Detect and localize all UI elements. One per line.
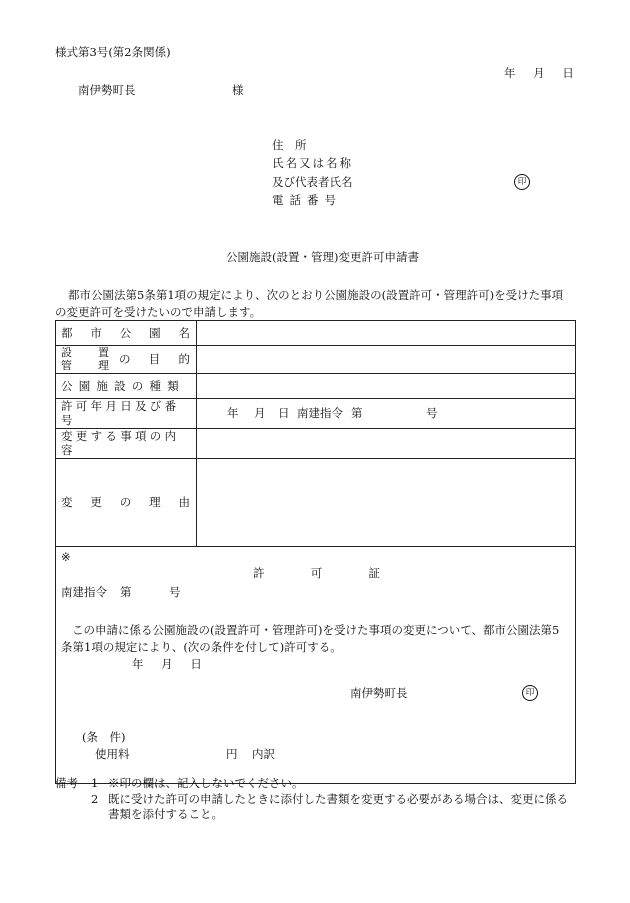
official-use-mark: ※ — [61, 549, 71, 564]
purpose-c1: 目 — [148, 352, 161, 367]
park-name-c2: 市 — [90, 325, 102, 340]
park-name-c1: 都 — [61, 325, 73, 340]
row-permit-section — [56, 546, 576, 783]
change-reason-label — [56, 495, 196, 509]
permit-heading-c3: 証 — [368, 565, 380, 580]
note-1-num: 1 — [91, 776, 99, 790]
intro-line-1: 都市公園法第5条第1項の規定により、次のとおり公園施設の(設置許可・管理許可)を受けた事項 — [68, 288, 564, 302]
applicant-address-label: 住 所 — [272, 138, 307, 152]
permit-heading-c2: 可 — [310, 565, 323, 580]
reason-c3: の — [119, 494, 132, 509]
applicant-seal: 印 — [514, 174, 530, 190]
notes-label: 備考 — [55, 776, 78, 790]
row-facility-type — [56, 374, 576, 399]
note-2-text-cont: 書類を添付すること。 — [108, 807, 223, 821]
purpose-top-a: 設 — [61, 346, 72, 359]
reason-c4: 理 — [149, 494, 161, 509]
date-line — [504, 66, 574, 80]
permit-heading-c1: 許 — [253, 565, 265, 580]
applicant-representative-label: 及び代表者氏名 — [272, 175, 353, 189]
note-2-text: 既に受けた許可の申請したときに添付した書類を変更する必要がある場合は、変更に係る — [108, 792, 568, 806]
permit-year: 年 — [227, 406, 239, 421]
facility-type-label: 公園施設の種類 — [61, 378, 185, 393]
permit-day: 日 — [278, 406, 290, 421]
permit-ref: 南建指令 — [297, 406, 343, 421]
permit-month: 月 — [254, 406, 266, 421]
conditions-label: (条 件) — [82, 729, 126, 744]
date-day: 日 — [562, 66, 574, 80]
note-1-text: ※印の欄は、記入しないでください。 — [108, 776, 304, 790]
reason-c5: 由 — [178, 494, 190, 509]
permit-ref-dai: 第 — [120, 584, 132, 599]
document-title: 公園施設(設置・管理)変更許可申請書 — [226, 250, 419, 264]
permit-ref-go: 号 — [169, 584, 181, 599]
row-permit-date — [56, 399, 576, 429]
permit-go: 号 — [426, 406, 438, 421]
date-month: 月 — [533, 66, 545, 80]
purpose-bottom-b: 理 — [98, 358, 109, 372]
fee-label: 使用料 — [95, 746, 130, 761]
fee-yen: 円 — [226, 746, 238, 761]
change-items-field[interactable] — [197, 428, 576, 458]
change-items-label: 変更する事項の内容 — [61, 428, 180, 458]
row-change-reason — [56, 458, 576, 546]
honorific: 様 — [232, 83, 244, 97]
facility-type-field[interactable] — [197, 374, 576, 399]
permit-mayor: 南伊勢町長 — [350, 685, 408, 700]
date-year: 年 — [504, 66, 516, 80]
park-name-label — [56, 326, 196, 340]
purpose-no: の — [119, 352, 131, 367]
purpose-c2: 的 — [178, 352, 190, 367]
addressee: 南伊勢町長 — [78, 83, 136, 97]
permit-seal: 印 — [522, 685, 538, 701]
permit-heading — [253, 566, 380, 580]
park-name-field[interactable] — [197, 321, 576, 346]
fee-breakdown: 内訳 — [252, 746, 275, 761]
row-change-items — [56, 428, 576, 458]
park-name-c5: 名 — [178, 325, 190, 340]
applicant-name-label: 氏名又は名称 — [272, 156, 353, 170]
permit-date-label: 許可年月日及び番号 — [61, 399, 180, 428]
permit-ref-prefix: 南建指令 — [61, 584, 107, 599]
purpose-label — [56, 347, 196, 372]
purpose-bottom-a: 管 — [61, 358, 72, 372]
form-number: 様式第3号(第2条関係) — [55, 45, 171, 59]
change-reason-field[interactable] — [197, 458, 576, 546]
row-purpose — [56, 346, 576, 374]
intro-line-2: の変更許可を受けたいので申請します。 — [55, 305, 262, 319]
row-park-name — [56, 321, 576, 346]
permit-date-day: 日 — [190, 656, 202, 671]
reason-c1: 変 — [61, 494, 73, 509]
permit-body-line-1: この申請に係る公園施設の(設置許可・管理許可)を受けた事項の変更について、都市公園法第5 — [72, 622, 560, 637]
permit-dai: 第 — [351, 406, 363, 421]
permit-date-field[interactable] — [197, 399, 576, 429]
purpose-field[interactable] — [197, 346, 576, 374]
application-table — [55, 320, 576, 784]
permit-date-year: 年 — [132, 656, 144, 671]
permit-section — [56, 547, 575, 783]
park-name-c3: 公 — [119, 325, 132, 340]
permit-date-month: 月 — [161, 656, 173, 671]
purpose-top-b: 置 — [98, 346, 109, 359]
permit-date — [132, 657, 202, 671]
note-2-num: 2 — [91, 792, 99, 806]
reason-c2: 更 — [90, 494, 102, 509]
permit-body-line-2: 条第1項の規定により、(次の条件を付して)許可する。 — [61, 639, 342, 654]
applicant-phone-label: 電話番号 — [272, 193, 342, 207]
park-name-c4: 園 — [149, 325, 161, 340]
